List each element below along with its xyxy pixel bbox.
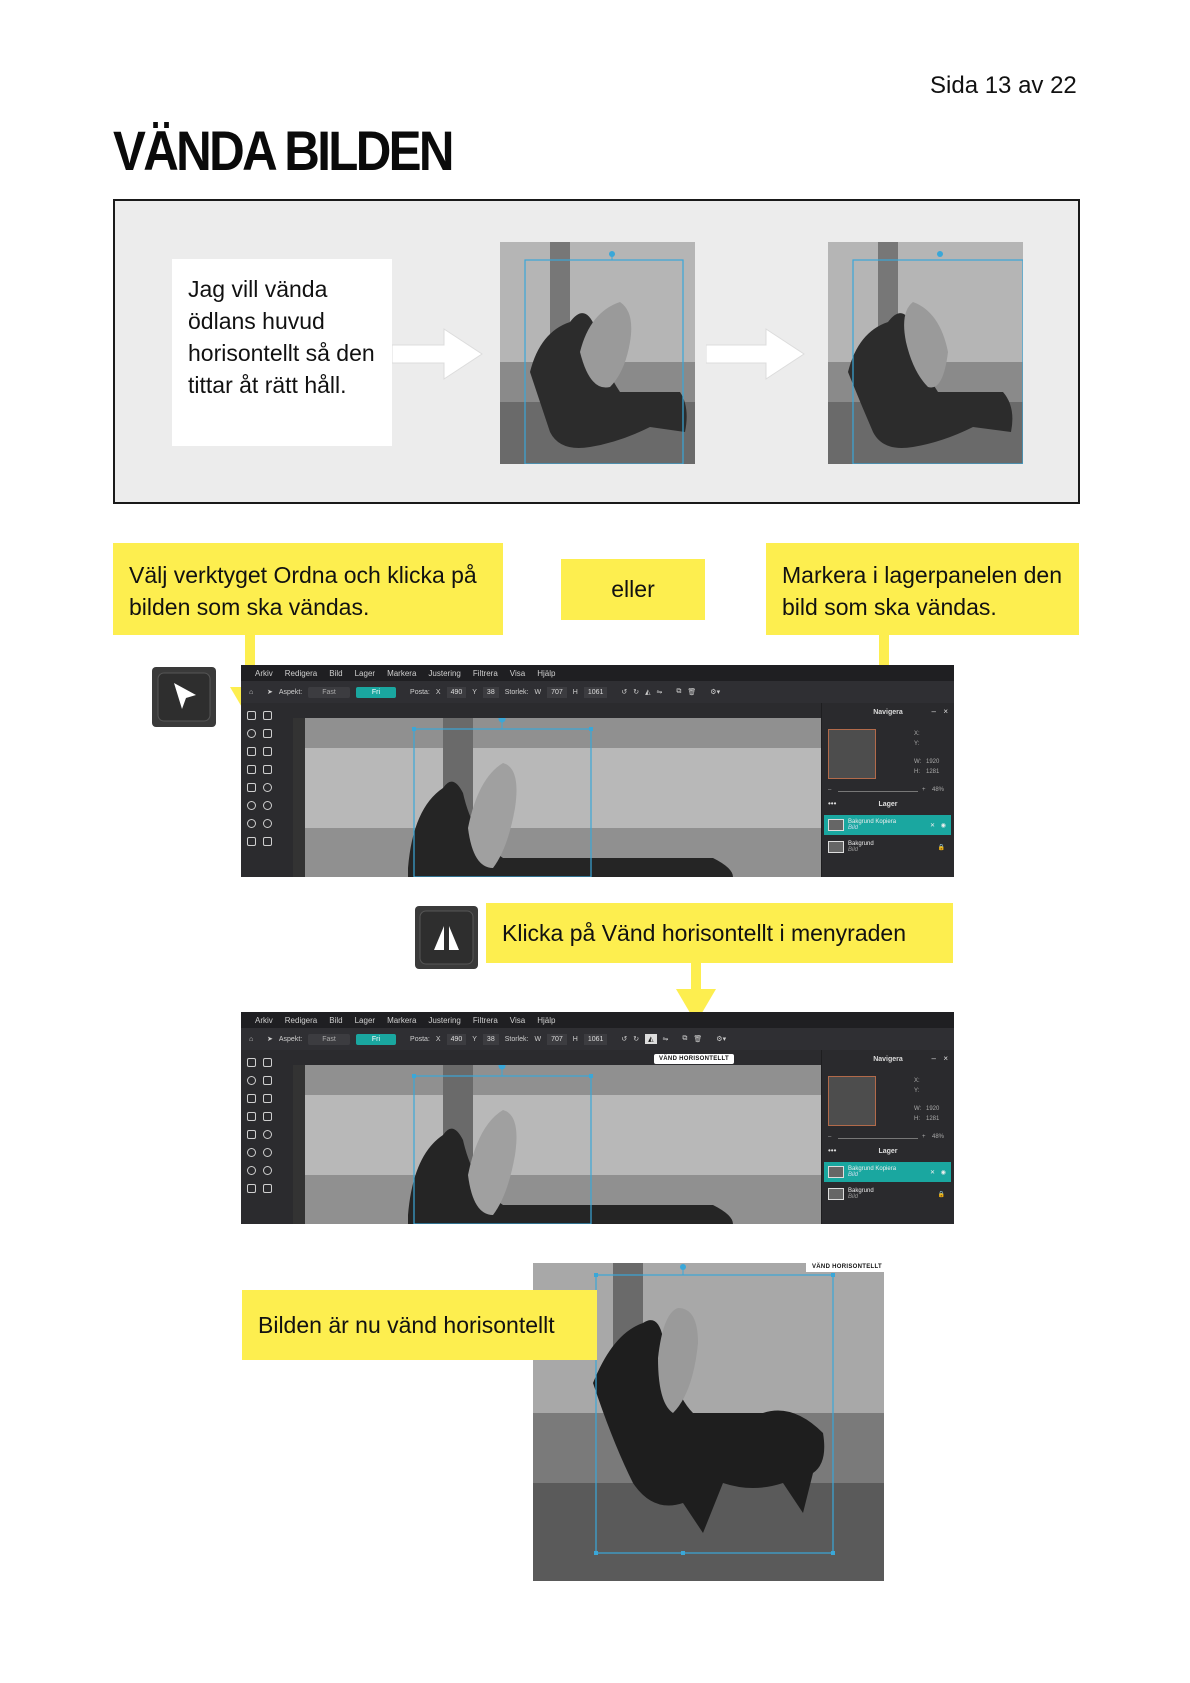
- app-screenshot-2: [241, 1012, 954, 1224]
- y-input[interactable]: 38: [483, 1034, 499, 1045]
- menu-item-bild[interactable]: Bild: [329, 668, 343, 678]
- gear-icon[interactable]: ⚙▾: [710, 689, 721, 696]
- crop-tool-icon[interactable]: [247, 1094, 256, 1103]
- app-screenshot-1: [241, 665, 954, 877]
- liquify-tool-icon[interactable]: [247, 765, 256, 774]
- layer-row[interactable]: [824, 1184, 951, 1204]
- layer-type: Bild: [848, 1194, 859, 1200]
- aspect-free-button[interactable]: Fri: [356, 687, 396, 698]
- x-label: X: [435, 1035, 441, 1043]
- menu-item-hjalp[interactable]: Hjälp: [537, 1015, 556, 1025]
- x-input[interactable]: 490: [447, 1034, 467, 1045]
- layers-title: Lager: [878, 1148, 898, 1155]
- nav-h-value: 1281: [926, 769, 940, 775]
- menu-item-filtrera[interactable]: Filtrera: [472, 1015, 498, 1025]
- y-input[interactable]: 38: [483, 687, 499, 698]
- menubar: [241, 1012, 954, 1028]
- nav-x-label: X:: [914, 1078, 920, 1084]
- menu-item-justering[interactable]: Justering: [428, 1015, 461, 1025]
- scissors-tool-icon[interactable]: [263, 1094, 272, 1103]
- intro-text: Jag vill vända ödlans huvud horisontellt så den tittar åt rätt håll.: [172, 259, 392, 446]
- target-tool-icon[interactable]: [263, 1166, 272, 1175]
- menu-item-visa[interactable]: Visa: [509, 1015, 526, 1025]
- page-title: VÄNDA BILDEN: [113, 119, 452, 182]
- arrange-tool-icon[interactable]: ➤: [267, 1036, 273, 1043]
- pencil-tool-icon[interactable]: [263, 1184, 272, 1193]
- canvas[interactable]: [293, 718, 821, 877]
- position-label: Posta:: [410, 1035, 430, 1043]
- drop-tool-icon[interactable]: [263, 783, 272, 792]
- y-label: Y: [472, 688, 477, 696]
- layer-name: Bakgrund: [848, 841, 874, 847]
- w-label: W: [534, 1035, 542, 1043]
- menu-item-lager[interactable]: Lager: [354, 668, 376, 678]
- nav-w-label: W:: [914, 1106, 922, 1112]
- canvas[interactable]: [293, 1065, 821, 1224]
- drop-tool-icon[interactable]: [263, 1130, 272, 1139]
- trash-icon[interactable]: 🗑: [693, 1036, 703, 1043]
- flip-horizontal-icon[interactable]: ◭: [645, 689, 651, 696]
- flip-horizontal-icon[interactable]: ◭: [645, 1034, 656, 1044]
- menu-item-hjalp[interactable]: Hjälp: [537, 668, 556, 678]
- callout-select-layer: Markera i lagerpanelen den bild som ska vändas.: [766, 543, 1079, 635]
- white-arrow-right-icon: [392, 327, 484, 381]
- flower-tool-icon[interactable]: [263, 801, 272, 810]
- layer-name: Bakgrund Kopiera: [848, 819, 897, 825]
- navigator-thumbnail[interactable]: [828, 1076, 876, 1126]
- nav-h-label: H:: [914, 769, 920, 775]
- nav-h-value: 1281: [926, 1116, 940, 1122]
- menu-item-redigera[interactable]: Redigera: [284, 668, 318, 678]
- nav-w-label: W:: [914, 759, 922, 765]
- x-label: X: [435, 688, 441, 696]
- zoom-in-icon[interactable]: +: [922, 787, 926, 793]
- eyedropper-tool-icon[interactable]: [247, 1184, 256, 1193]
- menubar: [241, 665, 954, 681]
- wand-tool-icon[interactable]: [263, 729, 272, 738]
- aspect-label: Aspekt:: [278, 688, 303, 696]
- wand-tool-icon[interactable]: [263, 1076, 272, 1085]
- rotate-left-icon[interactable]: ↺: [621, 689, 628, 696]
- menu-item-arkiv[interactable]: Arkiv: [255, 1015, 273, 1025]
- h-input[interactable]: 1061: [584, 687, 608, 698]
- side-panel: [821, 1050, 954, 1224]
- globe-tool-icon[interactable]: [247, 1148, 256, 1157]
- flip-vertical-icon[interactable]: ⇋: [662, 1036, 669, 1043]
- layer-thumbnail: [828, 1188, 844, 1200]
- menu-item-arkiv[interactable]: Arkiv: [255, 668, 273, 678]
- arrange-tool-icon[interactable]: [247, 1058, 256, 1067]
- options-toolbar: [241, 681, 954, 703]
- nav-x-label: X:: [914, 731, 920, 737]
- layer-thumbnail: [828, 819, 844, 831]
- brush-tool-icon[interactable]: [263, 1112, 272, 1121]
- menu-item-visa[interactable]: Visa: [509, 668, 526, 678]
- side-panel: [821, 703, 954, 877]
- h-label: H: [572, 688, 578, 696]
- h-input[interactable]: 1061: [584, 1034, 608, 1045]
- zoom-out-icon[interactable]: –: [828, 787, 832, 793]
- photo-before: [500, 242, 695, 464]
- callout-click-flip: Klicka på Vänd horisontellt i menyraden: [486, 903, 953, 963]
- zoom-value: 48%: [932, 787, 945, 793]
- liquify-tool-icon[interactable]: [247, 1112, 256, 1121]
- brush-tool-icon[interactable]: [263, 765, 272, 774]
- layer-fx-icon[interactable]: ✕: [929, 1169, 935, 1176]
- tool-palette: [241, 1050, 279, 1224]
- pencil-tool-icon[interactable]: [263, 837, 272, 846]
- w-label: W: [534, 688, 542, 696]
- more-icon[interactable]: •••: [828, 1146, 837, 1155]
- minimize-icon[interactable]: –: [931, 707, 936, 716]
- layer-type: Bild: [848, 1172, 859, 1178]
- layer-fx-icon[interactable]: ✕: [929, 822, 935, 829]
- w-input[interactable]: 707: [547, 687, 567, 698]
- nav-h-label: H:: [914, 1116, 920, 1122]
- zoom-in-icon[interactable]: +: [922, 1134, 926, 1140]
- aspect-label: Aspekt:: [278, 1035, 303, 1043]
- aspect-fixed-button[interactable]: Fast: [308, 687, 350, 698]
- callout-or: eller: [561, 559, 705, 620]
- layer-thumbnail: [828, 841, 844, 853]
- duplicate-icon[interactable]: ⧉: [676, 688, 682, 695]
- aspect-fixed-button[interactable]: Fast: [308, 1034, 350, 1045]
- layer-name: Bakgrund Kopiera: [848, 1166, 897, 1172]
- page-number: Sida 13 av 22: [930, 72, 1077, 99]
- flip-horizontal-icon: [415, 906, 478, 969]
- globe-tool-icon[interactable]: [247, 801, 256, 810]
- menu-item-lager[interactable]: Lager: [354, 1015, 376, 1025]
- home-icon[interactable]: ⌂: [249, 1035, 254, 1043]
- menu-item-markera[interactable]: Markera: [387, 1015, 417, 1025]
- layer-name: Bakgrund: [848, 1188, 874, 1194]
- zoom-slider[interactable]: [838, 791, 918, 792]
- gear-icon[interactable]: ⚙▾: [716, 1036, 727, 1043]
- rotate-left-icon[interactable]: ↺: [621, 1036, 628, 1043]
- dodge-tool-icon[interactable]: [247, 1166, 256, 1175]
- menu-item-redigera[interactable]: Redigera: [284, 1015, 318, 1025]
- layer-thumbnail: [828, 1166, 844, 1178]
- nav-w-value: 1920: [926, 1106, 940, 1112]
- eye-icon[interactable]: ◉: [940, 1169, 946, 1176]
- options-toolbar: [241, 1028, 954, 1050]
- layer-row[interactable]: [824, 1162, 951, 1182]
- close-icon[interactable]: ×: [943, 707, 948, 716]
- callout-select-tool: Välj verktyget Ordna och klicka på bilden som ska vändas.: [113, 543, 503, 635]
- navigator-thumbnail[interactable]: [828, 729, 876, 779]
- zoom-out-icon[interactable]: –: [828, 1134, 832, 1140]
- menu-item-justering[interactable]: Justering: [428, 668, 461, 678]
- size-label: Storlek:: [504, 1035, 529, 1043]
- flip-vertical-icon[interactable]: ⇋: [656, 689, 663, 696]
- zoom-row: [828, 1134, 948, 1144]
- duplicate-icon[interactable]: ⧉: [682, 1035, 688, 1042]
- zoom-row: [828, 787, 948, 797]
- layers-title: Lager: [878, 801, 898, 808]
- layer-type: Bild: [848, 825, 859, 831]
- dodge-tool-icon[interactable]: [247, 819, 256, 828]
- size-label: Storlek:: [504, 688, 529, 696]
- nav-y-label: Y:: [914, 741, 920, 747]
- arrange-tool-icon[interactable]: ➤: [267, 689, 273, 696]
- lock-icon: 🔒: [937, 1191, 945, 1198]
- rotate-right-icon[interactable]: ↻: [633, 689, 640, 696]
- photo-after: [828, 242, 1023, 464]
- zoom-value: 48%: [932, 1134, 945, 1140]
- menu-item-filtrera[interactable]: Filtrera: [472, 668, 498, 678]
- minimize-icon[interactable]: –: [931, 1054, 936, 1063]
- white-arrow-right-icon: [706, 327, 806, 381]
- flip-tooltip: VÄND HORISONTELLT: [806, 1262, 888, 1272]
- stamp-tool-icon[interactable]: [247, 783, 256, 792]
- zoom-slider[interactable]: [838, 1138, 918, 1139]
- h-label: H: [572, 1035, 578, 1043]
- rotate-right-icon[interactable]: ↻: [633, 1036, 640, 1043]
- lasso-tool-icon[interactable]: [247, 1076, 256, 1085]
- marquee-tool-icon[interactable]: [263, 711, 272, 720]
- x-input[interactable]: 490: [447, 687, 467, 698]
- layer-row[interactable]: [824, 815, 951, 835]
- nav-y-label: Y:: [914, 1088, 920, 1094]
- w-input[interactable]: 707: [547, 1034, 567, 1045]
- more-icon[interactable]: •••: [828, 799, 837, 808]
- navigator-title: Navigera: [873, 1056, 903, 1063]
- stamp-tool-icon[interactable]: [247, 1130, 256, 1139]
- trash-icon[interactable]: 🗑: [687, 689, 697, 696]
- lock-icon: 🔒: [937, 844, 945, 851]
- tool-palette: [241, 703, 279, 877]
- callout-result: Bilden är nu vänd horisontellt: [242, 1290, 597, 1360]
- move-tool-icon: [152, 667, 216, 727]
- aspect-free-button[interactable]: Fri: [356, 1034, 396, 1045]
- nav-w-value: 1920: [926, 759, 940, 765]
- scissors-tool-icon[interactable]: [263, 747, 272, 756]
- layer-row[interactable]: [824, 837, 951, 857]
- menu-item-markera[interactable]: Markera: [387, 668, 417, 678]
- flip-tooltip: VÄND HORISONTELLT: [654, 1054, 734, 1064]
- marquee-tool-icon[interactable]: [263, 1058, 272, 1067]
- home-icon[interactable]: ⌂: [249, 688, 254, 696]
- eye-icon[interactable]: ◉: [940, 822, 946, 829]
- crop-tool-icon[interactable]: [247, 747, 256, 756]
- layer-type: Bild: [848, 847, 859, 853]
- eyedropper-tool-icon[interactable]: [247, 837, 256, 846]
- navigator-title: Navigera: [873, 709, 903, 716]
- close-icon[interactable]: ×: [943, 1054, 948, 1063]
- target-tool-icon[interactable]: [263, 819, 272, 828]
- lasso-tool-icon[interactable]: [247, 729, 256, 738]
- menu-item-bild[interactable]: Bild: [329, 1015, 343, 1025]
- position-label: Posta:: [410, 688, 430, 696]
- y-label: Y: [472, 1035, 477, 1043]
- flower-tool-icon[interactable]: [263, 1148, 272, 1157]
- arrange-tool-icon[interactable]: [247, 711, 256, 720]
